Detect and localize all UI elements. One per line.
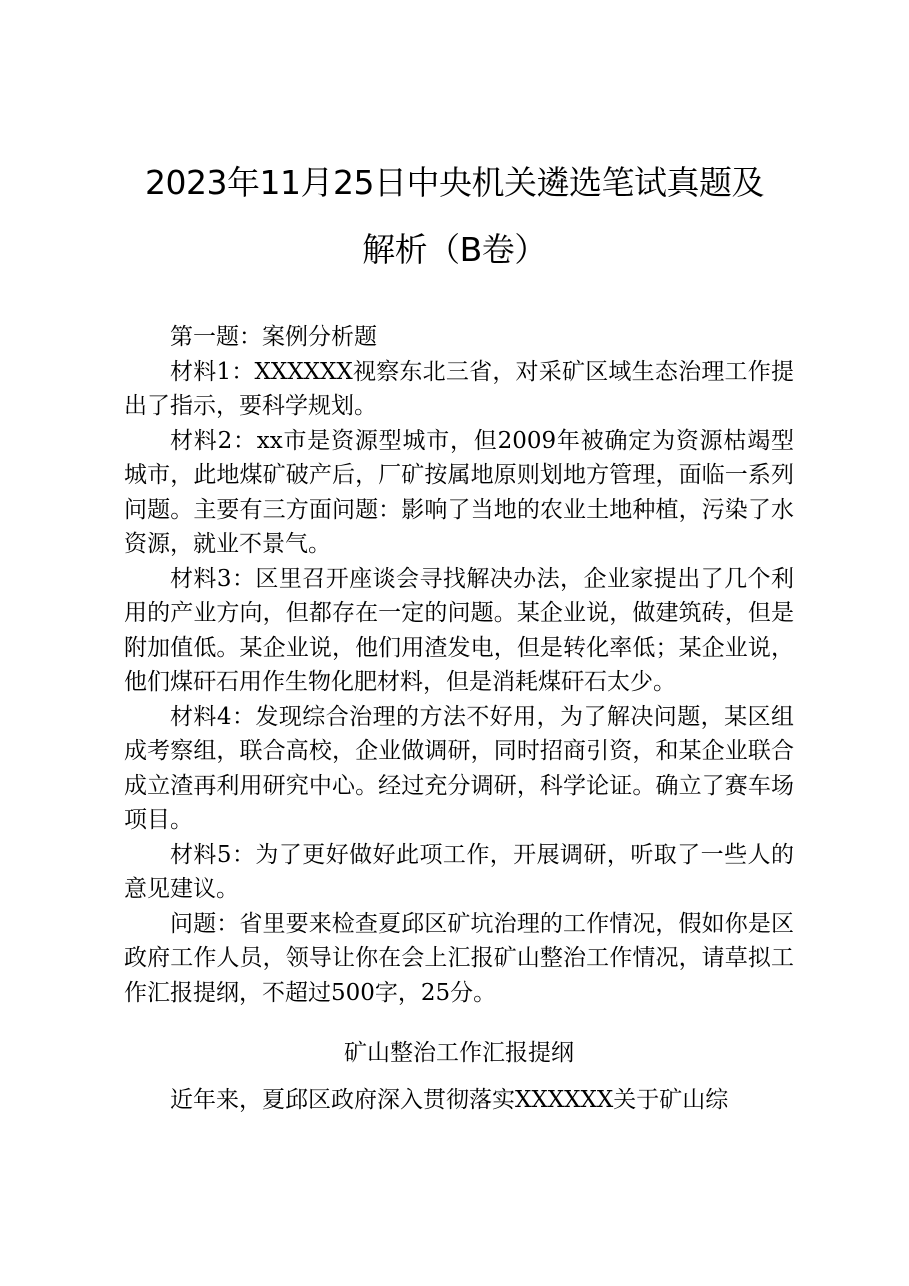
report-outline-heading: 矿山整治工作汇报提纲 — [344, 1040, 574, 1066]
paragraph-material-5: 材料5：为了更好做好此项工作，开展调研，听取了一些人的意见建议。 — [124, 841, 794, 902]
document-body — [124, 320, 794, 1010]
paragraph-question-heading: 第一题：案例分析题 — [170, 324, 377, 350]
paragraph-material-1: 材料1：XXXXXX视察东北三省，对采矿区域生态治理工作提出了指示，要科学规划。 — [124, 358, 794, 419]
paragraph-question: 问题：省里要来检查夏邱区矿坑治理的工作情况，假如你是区政府工作人员，领导让你在会上汇报矿山整治工作情况，请草拟工作汇报提纲，不超过500字，25分。 — [124, 910, 794, 1006]
document-title-line-1: 2023年11月25日中央机关遴选笔试真题及 — [145, 163, 764, 202]
paragraph-material-3: 材料3：区里召开座谈会寻找解决办法，企业家提出了几个利用的产业方向，但都存在一定的问题。某企业说，做建筑砖，但是附加值低。某企业说，他们用渣发电，但是转化率低；某企业说，他们煤矸石用作生物化肥材料，但是消耗煤矸石太少。 — [124, 565, 794, 695]
paragraph-material-2: 材料2：xx市是资源型城市，但2009年被确定为资源枯竭型城市，此地煤矿破产后，厂矿按属地原则划地方管理，面临一系列问题。主要有三方面问题：影响了当地的农业土地种植，污染了水资源，就业不景气。 — [124, 427, 794, 557]
paragraph-report-intro: 近年来，夏邱区政府深入贯彻落实XXXXXX关于矿山综 — [170, 1087, 729, 1113]
document-title-line-2: 解析（B卷） — [362, 230, 547, 269]
paragraph-material-4: 材料4：发现综合治理的方法不好用，为了解决问题，某区组成考察组，联合高校，企业做调研，同时招商引资，和某企业联合成立渣再利用研究中心。经过充分调研，科学论证。确立了赛车场项目。 — [124, 703, 794, 833]
